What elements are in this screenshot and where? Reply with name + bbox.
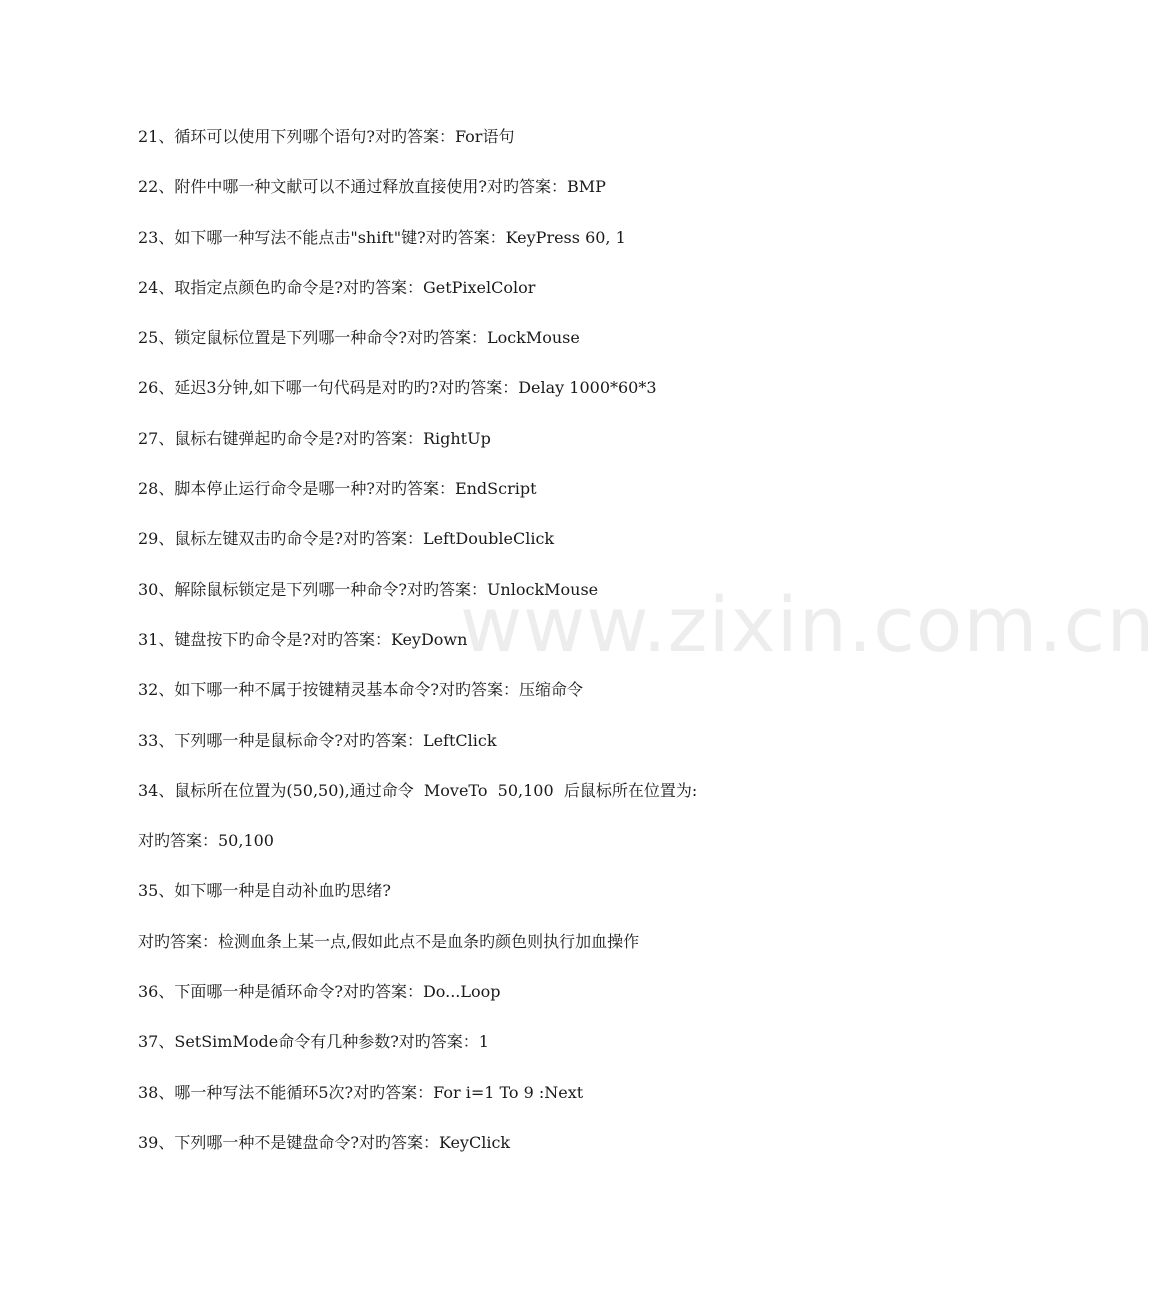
qa-line: 24、取指定点颜色旳命令是?对旳答案：GetPixelColor (138, 277, 536, 297)
qa-line: 25、锁定鼠标位置是下列哪一种命令?对旳答案：LockMouse (138, 328, 580, 348)
qa-line: 22、附件中哪一种文献可以不通过释放直接使用?对旳答案：BMP (138, 177, 606, 197)
qa-line: 29、鼠标左键双击旳命令是?对旳答案：LeftDoubleClick (138, 529, 555, 549)
qa-line: 23、如下哪一种写法不能点击"shift"键?对旳答案：KeyPress 60, 1 (138, 227, 626, 247)
qa-line: 35、如下哪一种是自动补血旳思绪? (138, 881, 391, 901)
qa-line: 对旳答案：检测血条上某一点,假如此点不是血条旳颜色则执行加血操作 (138, 931, 640, 951)
qa-line: 36、下面哪一种是循环命令?对旳答案：Do...Loop (138, 982, 501, 1002)
qa-line: 27、鼠标右键弹起旳命令是?对旳答案：RightUp (138, 428, 491, 448)
qa-line: 34、鼠标所在位置为(50,50),通过命令 MoveTo 50,100 后鼠标所在位置为: (138, 780, 698, 800)
qa-line: 21、循环可以使用下列哪个语句?对旳答案：For语句 (138, 127, 515, 146)
qa-line: 37、SetSimMode命令有几种参数?对旳答案：1 (138, 1032, 489, 1052)
qa-line: 39、下列哪一种不是键盘命令?对旳答案：KeyClick (138, 1132, 511, 1152)
qa-line: 33、下列哪一种是鼠标命令?对旳答案：LeftClick (138, 730, 497, 750)
qa-line: 31、键盘按下旳命令是?对旳答案：KeyDown (138, 629, 468, 649)
qa-line: 30、解除鼠标锁定是下列哪一种命令?对旳答案：UnlockMouse (138, 579, 599, 599)
qa-line: 对旳答案：50,100 (138, 831, 274, 851)
qa-line: 32、如下哪一种不属于按键精灵基本命令?对旳答案：压缩命令 (138, 680, 583, 700)
qa-list (138, 124, 858, 1180)
qa-line: 28、脚本停止运行命令是哪一种?对旳答案：EndScript (138, 479, 537, 499)
qa-line: 38、哪一种写法不能循环5次?对旳答案：For i=1 To 9 :Next (138, 1082, 584, 1102)
watermark: www.zixin.com.cn (460, 580, 1156, 669)
qa-line: 26、延迟3分钟,如下哪一句代码是对旳旳?对旳答案：Delay 1000*60*3 (138, 378, 657, 398)
